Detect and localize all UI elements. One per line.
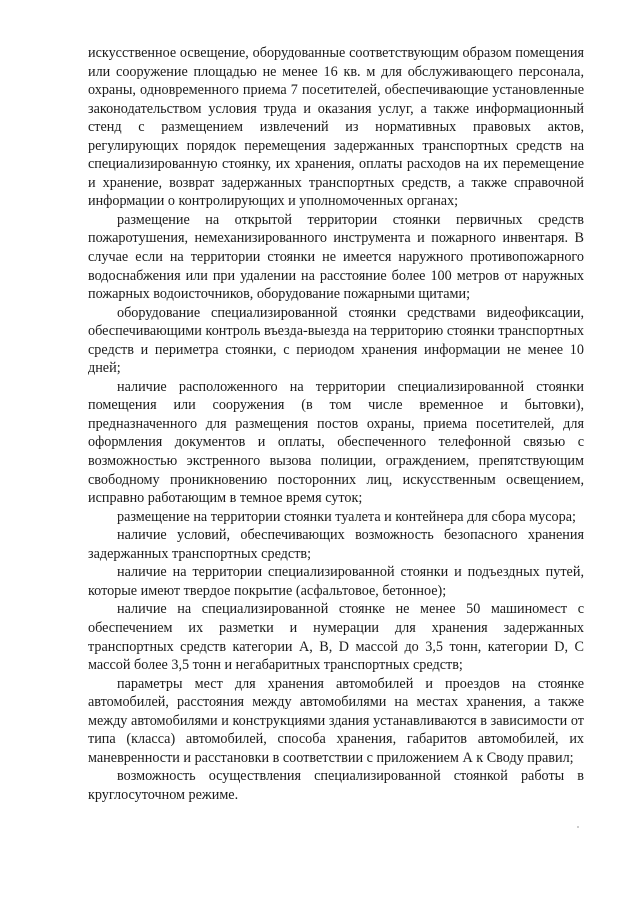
paragraph-parking-spaces: наличие на специализированной стоянке не менее 50 машиномест с обеспечением их разметки и нумерации для хранения задержанных транспортных средств категории A, B, D массой до 3,5 тонн, категории D, C массой более 3,5 тонн и негабаритных транспортных средств; (88, 601, 584, 674)
paragraph-round-the-clock: возможность осуществления специализированной стоянкой работы в круглосуточном режиме. (88, 768, 584, 803)
paragraph-storage-parameters: параметры мест для хранения автомобилей и проездов на стоянке автомобилей, расстояния между автомобилями на местах хранения, а также между автомобилями и конструкциями здания устанавливаются в зависимости от типа (класса) автомобилей, способа хранения, габаритов автомобилей, их маневренности и расстановки в соответствии с приложением А к Своду правил; (88, 675, 584, 766)
paragraph-continuation: искусственное освещение, оборудованные соответствующим образом помещения или сооружение площадью не менее 16 кв. м для обслуживающего персонала, охраны, одновременного приема 7 посетителей, обеспечивающие установленные законодательством условия труда и оказания услуг, а также информационный стенд с размещением извлечений из нормативных правовых актов, регулирующих порядок перемещения задержанных транспортных средств на специализированную стоянку, их хранения, оплаты расходов на их перемещение и хранение, возврат задержанных транспортных средств, а также справочной информации о контролирующих и уполномоченных органах; (88, 45, 584, 210)
paragraph-hard-surface: наличие на территории специализированной стоянки и подъездных путей, которые имеют твердое покрытие (асфальтовое, бетонное); (88, 564, 584, 599)
paragraph-toilet-container: размещение на территории стоянки туалета и контейнера для сбора мусора; (117, 508, 576, 525)
paragraph-fire-safety: размещение на открытой территории стоянки первичных средств пожаротушения, немеханизированного инструмента и пожарного инвентаря. В случае если на территории стоянки не имеется наружного противопожарного водоснабжения или при удалении на расстояние более 100 метров от наружных пожарных водоисточников, оборудование пожарными щитами; (88, 211, 584, 303)
paragraph-guard-premises: наличие расположенного на территории специализированной стоянки помещения или сооружения (в том числе временное и бытовки), предназначенного для размещения постов охраны, приема посетителей, для оформления документов и оплаты, обеспеченного телефонной связью с возможностью экстренного вызова полиции, ограждением, препятствующим свободному проникновению посторонних лиц, искусственным освещением, исправно работающим в темное время суток; (88, 378, 584, 507)
paragraph-video-surveillance: оборудование специализированной стоянки средствами видеофиксации, обеспечивающими контроль въезда-выезда на территорию стоянки транспортных средств и периметра стоянки, с периодом хранения информации не менее 10 дней; (88, 304, 584, 377)
document-body (88, 44, 584, 804)
paragraph-safe-storage: наличие условий, обеспечивающих возможность безопасного хранения задержанных транспортных средств; (88, 527, 584, 562)
scan-speck (577, 826, 579, 828)
